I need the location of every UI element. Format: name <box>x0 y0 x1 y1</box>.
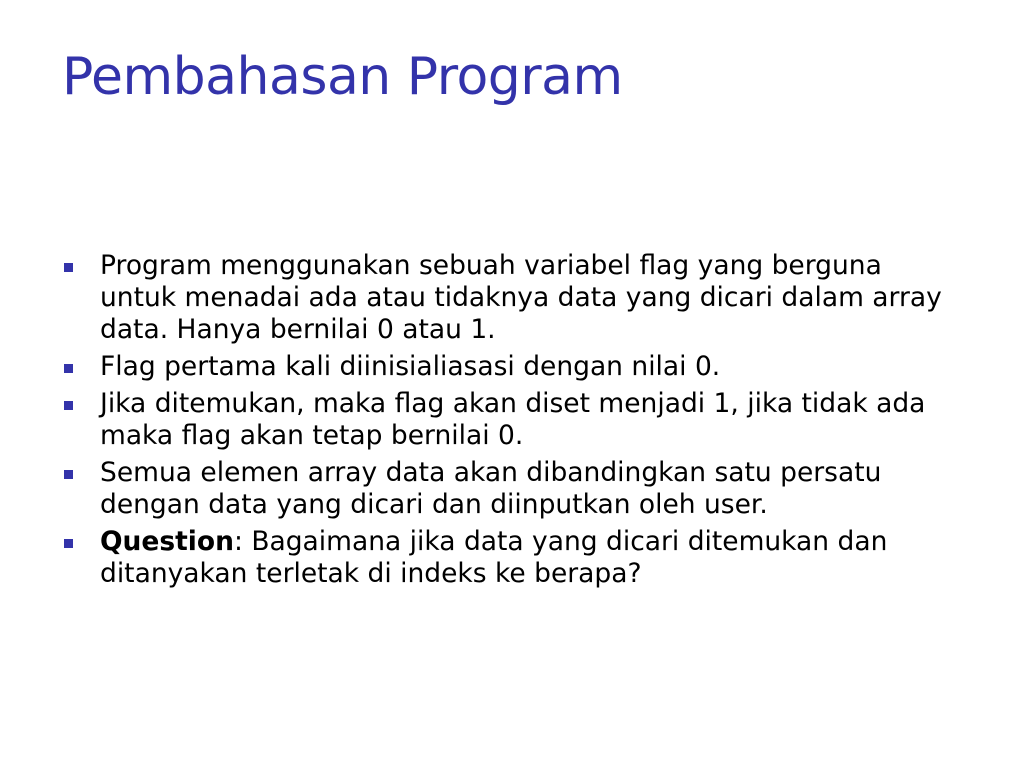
bullet-item-question <box>62 526 942 590</box>
bullet-text: Flag pertama kali diinisialiasasi dengan nilai 0. <box>100 351 721 382</box>
bullet-list <box>62 250 942 595</box>
bullet-item-flag-init <box>62 351 942 383</box>
bullet-item-compare-elements <box>62 457 942 521</box>
bullet-text: Program menggunakan sebuah variabel flag yang berguna untuk menadai ada atau tidaknya data yang dicari dalam array data. Hanya bernilai 0 atau 1. <box>100 250 942 345</box>
bullet-text: : Bagaimana jika data yang dicari ditemukan dan ditanyakan terletak di indeks ke berapa? <box>100 526 888 589</box>
square-bullet-icon <box>64 401 73 410</box>
square-bullet-icon <box>64 263 73 272</box>
question-label: Question <box>100 526 234 557</box>
bullet-item-flag-set <box>62 388 942 452</box>
square-bullet-icon <box>64 539 73 548</box>
bullet-text: Semua elemen array data akan dibandingkan satu persatu dengan data yang dicari dan diinputkan oleh user. <box>100 457 882 520</box>
bullet-item-flag-variable <box>62 250 942 346</box>
slide-title: Pembahasan Program <box>62 47 623 107</box>
square-bullet-icon <box>64 470 73 479</box>
square-bullet-icon <box>64 364 73 373</box>
bullet-text: Jika ditemukan, maka flag akan diset menjadi 1, jika tidak ada maka flag akan tetap bernilai 0. <box>100 388 926 451</box>
